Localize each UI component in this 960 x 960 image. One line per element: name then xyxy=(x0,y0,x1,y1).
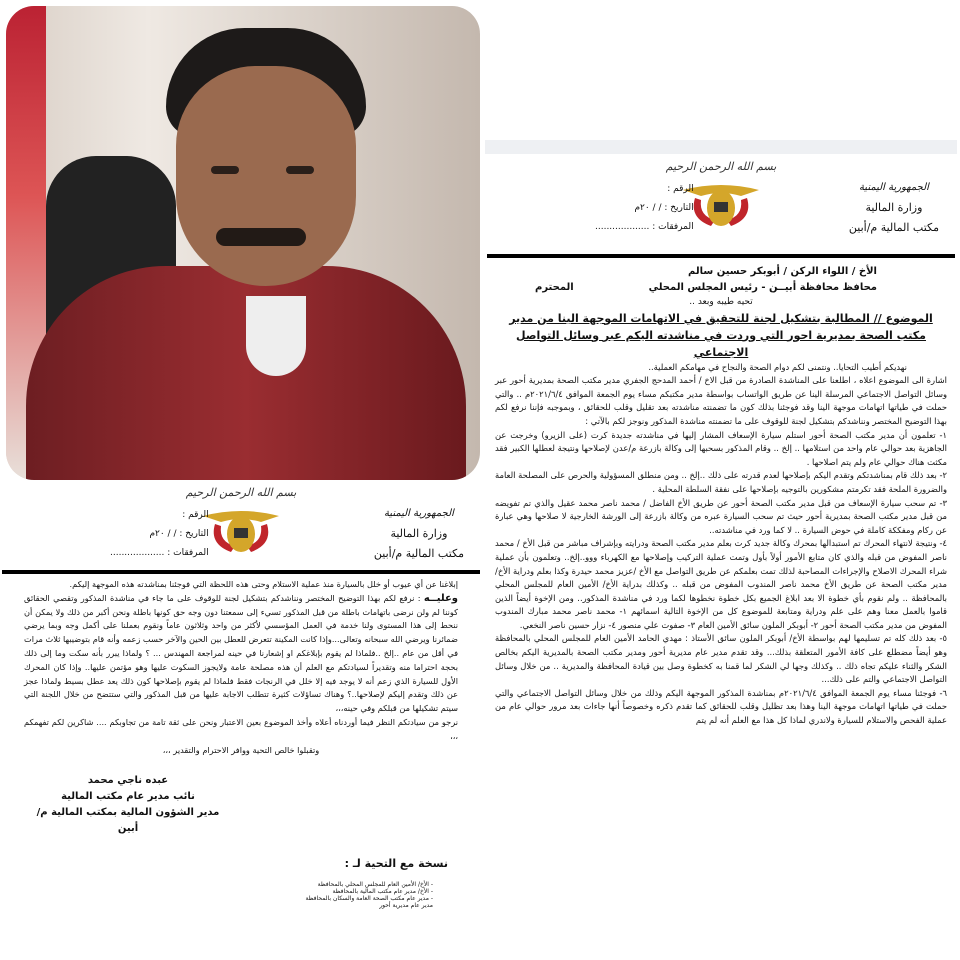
paragraph: ٣- تم سحب سيارة الإسعاف من قبل مدير مكتب الصحة أحور عن طريق الأخ الفاضل / محمد ناصر محمد عقيل والذي تم تفويضه من قبل مدير مكتب الصحة بمديرية أحور حيث تم سحب السيارة عبره من وكالة بازرعة إلى الورشة الخارجية لا صلاحها وهي عبارة عن ركام ومفككة كاملة في حوض السيارة .. لا كما ورد في مناشدته.. xyxy=(495,497,947,535)
greeting: تحيه طيبه وبعد .. xyxy=(689,297,753,307)
collar xyxy=(246,296,306,376)
paragraph: إبلاغنا عن أي عيوب أو خلل بالسيارة منذ عملية الاستلام وحتى هذه اللحظة التي فوجئنا بمناشدته هذه الموجهة إليكم. xyxy=(69,579,458,589)
eye xyxy=(211,166,239,174)
paragraph: ٥- بعد ذلك كله تم تسليمها لهم بواسطة الأخ/ أبوبكر الملون سائق الأستاذ : مهدي الحامد الأمين العام للمجلس المحلي بالمحافظة وهو أيضاً مضطلع على كافة الأمور المتعلقة بذلك... وقد تقدم مدير عام مديرية أحور ومدير مكتب الصحة بالمديرية اليكم بخالص الشكر والثناء عليكم تجاه ذلك .. وكذلك وجها لي الشكر لما قمنا به كخطوة وصل بين قيادة المحافظة والمديرية .. من خلال وسائل التواصل الاجتماعي والتم على ذلك... xyxy=(495,633,947,685)
paragraph: ٦- فوجئنا مساء يوم الجمعة الموافق ٢٠٢١/٦/٤م بمناشدة المذكور الموجهة اليكم وذلك من خلال وسائل التواصل الاجتماعي والتي حملت في طياتها اتهامات موجهة الينا وهذا بعد تظليل وقلب للحقائق كما تقدم ذكره وخصوصاً أنها جاءات بعد مرور حوالي عام من عملية الفحص والاستلام للسيارة ولاندري لماذا كل هذا مع العلم أنه لم يتم xyxy=(495,687,947,726)
letter-page-2 xyxy=(0,480,482,960)
organization-name: الجمهورية اليمنية وزارة المالية مكتب المالية م/أبين xyxy=(848,182,939,234)
portrait-photo xyxy=(6,6,480,480)
basmala: بسم الله الرحمن الرحيم xyxy=(665,160,777,173)
reference-block: الرقم : التاريخ : / / ٢٠م المرفقات : ................... xyxy=(595,184,694,232)
addressee-title: محافظ محافظة أبيــن - رئيس المجلس المحلي xyxy=(648,282,877,293)
paragraph: نرجو من سيادتكم النظر فيما أوردناه أعلاه وأخذ الموضوع بعين الاعتبار ونحن على ثقة تامة من تجاوبكم .... شاكرين لكم تفهمكم ،،، xyxy=(24,716,458,741)
letter-page-1 xyxy=(485,140,957,960)
cc-list: - الأخ/ الأمين العام للمجلس المحلي بالمحافظة - الأخ/ مدير عام مكتب المالية بالمحافظة - مدير عام مكتب الصحة العامة والسكان بالمحافظة مدير عام مديرية أحور xyxy=(305,881,433,910)
basmala: بسم الله الرحمن الرحيم xyxy=(185,486,297,499)
paragraph: ٤- ونتيجة لانتهاء المحرك تم استبدالها بمحرك وكالة جديد كرت بعلم مدير مكتب الصحة ودرايته وبإشراف مباشر من قبل الأخ / محمد ناصر المفوض من قبله والذي كان متابع الأمور أولاً بأول وتمت عملية التركيب وإصلاحها مع الكهرباء ووو..إلخ.. وتعلمون بأن عملية شراء المحرك الاصلاح والإجراءات المصاحبة لذلك تمت بعلمكم عن طريق التواصل مع الأخ /عزيز محمد حيدرة وكذا بعلم ودراية الأخ/ مدير مكتب الصحة عن طريق الأخ محمد ناصر المندوب المفوض من قبله .. وكذلك بدراية الأخ/ الأمين العام للمجلس المحلي بالمحافظة .. ولم نقوم بأي خطوة الا بعد ابلاغ الجميع بكل خطوة نخطوها لكما ورد في مناشدة المذكور.. ومن الإخوة أيضاً الذين قاموا بالعمل معنا وهم على علم ودراية ومتابعة للموضوع كل من الإخوة التالية اسمائهم ١- محمد ناصر محمد مبارك المندوب المفوض من مدير مكتب الصحة أحور ٢- أبوبكر الملون سائق الأمين العام ٣- صفوت علي منصور ٤- نزار حسين ناصر النخعي. xyxy=(495,538,947,630)
organization-name: الجمهورية اليمنية وزارة المالية مكتب المالية م/أبين xyxy=(373,508,464,560)
reference-block: الرقم : التاريخ : / / ٢٠م المرفقات : ................... xyxy=(110,510,209,558)
addressee: الأخ / اللواء الركن / أبوبكر حسين سالم xyxy=(688,266,877,277)
eye xyxy=(286,166,314,174)
yemen-emblem-icon xyxy=(201,506,281,556)
paragraph: اشارة الى الموضوع اعلاه ، اطلعنا على المناشدة الصادرة من قبل الاخ / أحمد المدحج الجفري مدير مكتب الصحة بمديرية أحور عبر وسائل التواصل الاجتماعي المرسلة الينا عن طريق الواتساب بواسطة مدير مكتبكم مساء يوم الجمعة الموافق ٢٠٢١/٦/٤م .. والتي حملت في طياتها اتهامات موجهة الينا وقد فوجئنا بذلك كون ما تضمنته مناشدته بعد تقليل وقلب للحقائق ، وبموجبه فإننا نرفع لكم بهذا التوضيح المختصر ونناشدكم بتشكيل لجنة للوقوف على ما تضمنته مناشدة المذكور ونوجز لكم بالآتي : xyxy=(495,375,948,426)
paragraph: ١- تعلمون أن مدير مكتب الصحة أحور استلم سيارة الإسعاف المشار إليها في مناشدته جديدة كرت (على الزيرو) وخرجت عن الجاهزية بعد حوالي عام واحد من استلامها .. إلخ .. وقام المذكور بسحبها إلى وكالة بازرعة م/عدن لإصلاحها ونتيجة لعطلها الكبير فقد مكثت هناك حوالي عام ولم يتم اصلاحها . xyxy=(495,429,947,467)
subject: الموضوع // المطالبة بتشكيل لجنة للتحقيق في الاتهامات الموجهة الينا من مدير مكتب الصحة بمديرية احور التي وردت في مناشدته اليكم عبر وسائل التواصل الاجتماعي xyxy=(509,311,933,359)
paragraph: ٢- بعد ذلك قام بمناشدتكم وتقدم اليكم بإصلاحها لعدم قدرته على ذلك ..إلخ .. ومن منطلق المسؤولية والحرص على المصلحة العامة والضرورة الملحة فقد تكرمتم مشكورين بالتوجيه بإصلاحها على نفقة السلطة المحلية . xyxy=(495,470,947,494)
respected-label: المحترم xyxy=(535,282,574,293)
face xyxy=(176,66,356,286)
signature-block: عبده ناجي محمد نائب مدير عام مكتب المالية مدير الشؤون المالية بمكتب المالية م/أبين xyxy=(36,775,220,835)
mustache xyxy=(216,228,306,246)
therefore-label: وعليــه xyxy=(423,592,458,604)
intro: نهديكم أطيب التحايا.. ونتمنى لكم دوام الصحة والنجاح في مهامكم العملية.. xyxy=(648,361,907,372)
closing: وتقبلوا خالص التحية ووافر الاحترام والتقدير ،،، xyxy=(162,744,320,755)
cc-title: نسخة مع التحية لـ : xyxy=(344,857,448,871)
letterhead xyxy=(485,154,957,254)
therefore-text: : نرفع لكم بهذا التوضيح المختصر ونناشدكم بتشكيل لجنة للوقوف على ما جاء في مناشدة المذكور وتقصي الحقائق كوننا لم ولن نرضى باتهامات باطلة من قبل المذكور تسيء إلى سمعتنا دون وجه حق كونها باطلة ونحن أكبر من ذلك ولا يمكن أن ننحط إلى هذا المستوى ولنا خدمة في العمل المؤسسي لأكثر من واحد وثلاثون عاماً ونقوم بعملنا على أكمل وجه وبما يرضي ضمائرنا ويرضي الله سبحانه وتعالى...وإذا كانت المكينة تتعرض للعطل بين الحين والآخر حسب زعمه وأنه قام بتوضيبها ثلاث مرات في أقل من عام ..إلخ ..فلماذا لم يقوم بإبلاغكم او إشعارنا في حينه لمراجعة المهندس ... ؟ ولماذا يبرر بأنه سكت وما إلى ذلك بحجة احتراما منه وتقديراً لسيادتكم مع العلم أن هذه مصلحة عامة ولايجوز السكوت عليها وهو مؤتمن عليها.. وإذا كان المحرك الأول للسيارة الذي زعم أنه لا يوجد فيه إلا خلل في الرنجات فقط فلماذا لم يقوم بإصلاحها كون ذلك يعد عطل بسيط ولماذا عجز عن ذلك وتقدم إليكم لإصلاحها..؟ وهناك تساؤلات كثيرة تتطلب الاجابة عليها من قبل المذكور والتي ستتضح من خلال اللجنة التي سيتم تشكيلها من قبلكم وفي حينه،،، xyxy=(24,592,458,714)
letterhead xyxy=(0,480,482,570)
paragraph xyxy=(24,592,458,716)
